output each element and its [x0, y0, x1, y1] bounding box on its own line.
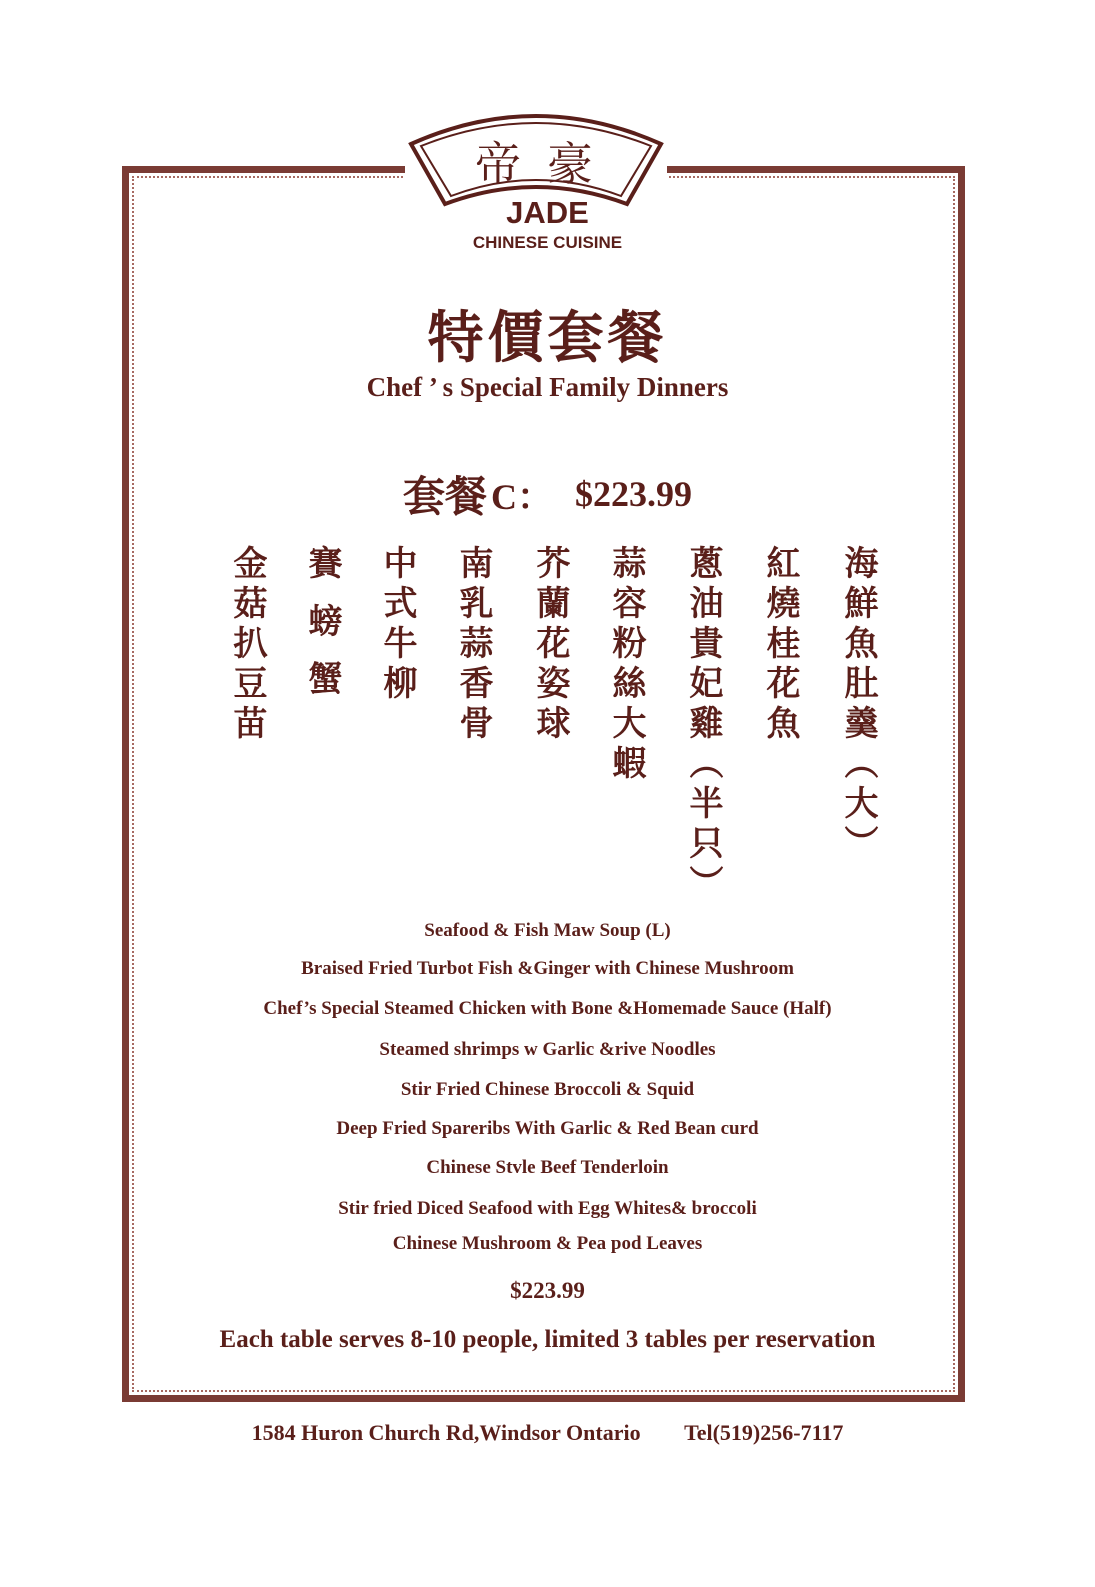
dish-cn-6: 南乳蒜香骨: [453, 545, 493, 745]
reservation-note: Each table serves 8-10 people, limited 3 tables per reservation: [219, 1326, 876, 1353]
set-heading: [0, 464, 1095, 524]
set-price: $223.99: [575, 474, 692, 514]
footer-address: 1584 Huron Church Rd,Windsor Ontario: [251, 1420, 641, 1445]
dish-cn-8: 賽 螃 蟹: [302, 545, 342, 701]
footer-phone: Tel(519)256-7117: [684, 1420, 844, 1445]
dish-cn-7: 中式牛柳: [377, 545, 417, 705]
set-letter: C：: [491, 476, 553, 517]
dish-en-3: Chef’s Special Steamed Chicken with Bone &Homemade Sauce (Half): [263, 998, 832, 1019]
dish-cn-2: 紅燒桂花魚: [760, 545, 800, 745]
dish-en-9: Chinese Mushroom & Pea pod Leaves: [392, 1233, 703, 1254]
logo-subtitle: CHINESE CUISINE: [472, 233, 623, 252]
dish-en-5: Stir Fried Chinese Broccoli & Squid: [400, 1079, 695, 1100]
dish-en-2: Braised Fried Turbot Fish &Ginger with Chinese Mushroom: [301, 958, 794, 979]
dish-cn-3: 蔥油貴妃雞（半只）: [683, 545, 723, 905]
title-english: Chef ’ s Special Family Dinners: [366, 372, 729, 402]
dish-en-1: Seafood & Fish Maw Soup (L): [424, 920, 671, 941]
title-chinese: 特價套餐: [427, 305, 668, 371]
footer: [0, 1420, 1095, 1446]
dish-cn-4: 蒜容粉絲大蝦: [606, 545, 646, 785]
dish-cn-5: 芥蘭花姿球: [530, 545, 570, 745]
bottom-price: $223.99: [510, 1278, 585, 1303]
logo-badge: [405, 106, 667, 208]
dish-en-8: Stir fried Diced Seafood with Egg Whites& broccoli: [338, 1198, 757, 1219]
dish-en-6: Deep Fried Spareribs With Garlic & Red Bean curd: [336, 1118, 759, 1139]
logo-chinese-characters: 帝豪: [475, 137, 619, 191]
dish-cn-1: 海鮮魚肚羹（大）: [838, 545, 878, 865]
dish-en-4: Steamed shrimps w Garlic &rive Noodles: [379, 1039, 716, 1060]
set-label-chinese: 套餐: [402, 472, 487, 521]
dish-en-7: Chinese Stvle Beef Tenderloin: [426, 1157, 669, 1178]
logo-name: JADE: [506, 195, 589, 230]
dish-cn-9: 金菇扒豆苗: [227, 545, 267, 745]
